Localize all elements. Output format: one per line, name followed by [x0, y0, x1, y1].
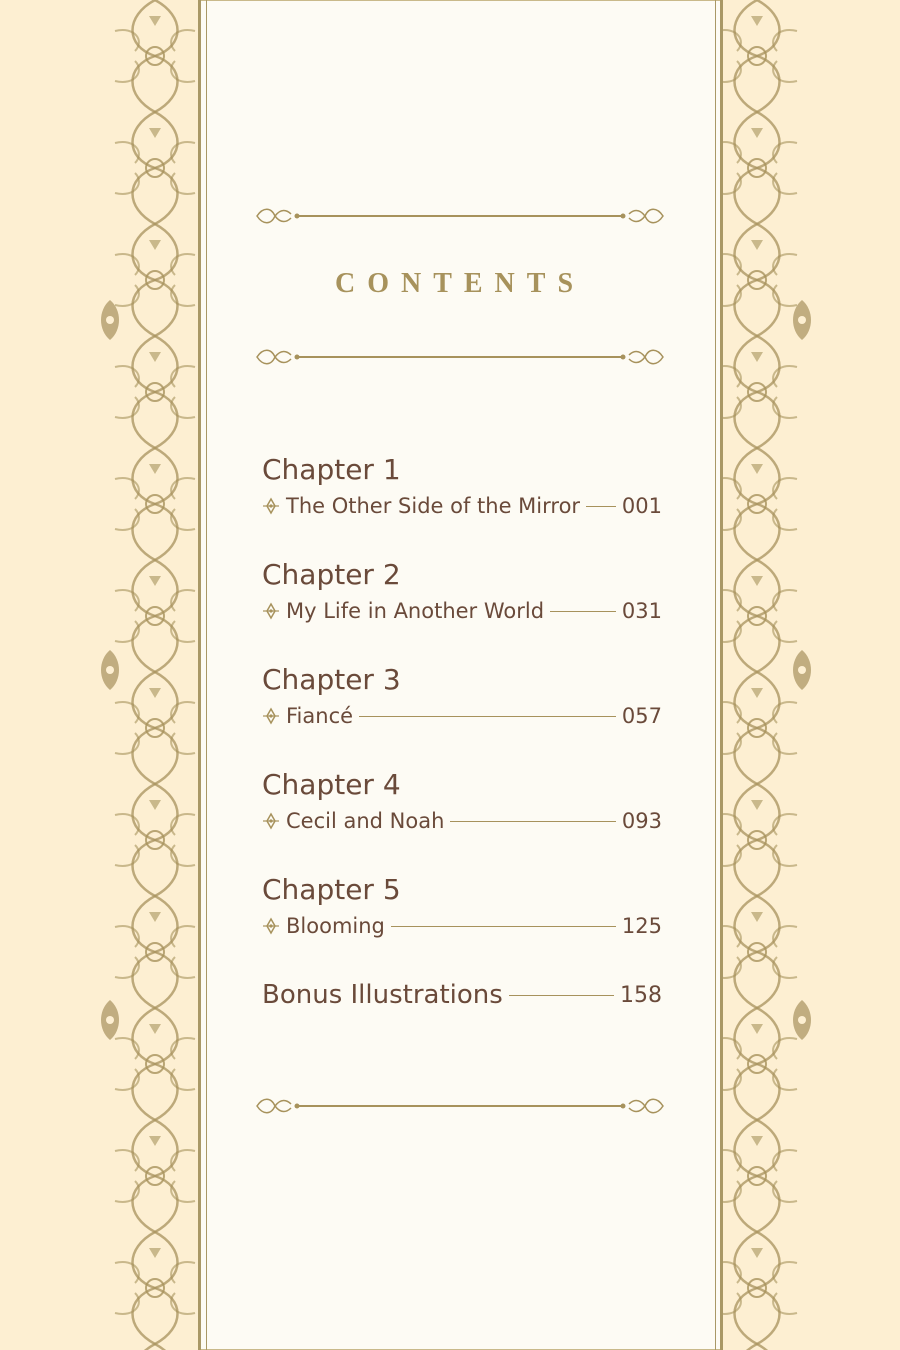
bottom-divider-ornament	[255, 1094, 665, 1118]
page-number: 001	[621, 494, 662, 518]
toc-entry[interactable]	[262, 555, 662, 660]
dotted-leader	[586, 506, 616, 507]
toc-entry[interactable]	[262, 450, 662, 555]
diamond-ornament-icon	[262, 812, 280, 830]
page-frame-line	[720, 0, 723, 1350]
dotted-leader	[359, 716, 616, 717]
bonus-label: Bonus Illustrations	[262, 980, 503, 1010]
chapter-title: My Life in Another World	[286, 599, 545, 623]
page-number: 125	[621, 914, 662, 938]
chapter-label: Chapter 5	[262, 873, 401, 906]
toc-entry[interactable]	[262, 660, 662, 765]
page-frame-line	[715, 0, 716, 1350]
page-number: 158	[620, 982, 662, 1008]
dotted-leader	[450, 821, 616, 822]
diamond-ornament-icon	[262, 917, 280, 935]
chapter-title: Fiancé	[286, 704, 354, 728]
diamond-ornament-icon	[262, 707, 280, 725]
page-number: 031	[621, 599, 662, 623]
chapter-label: Chapter 2	[262, 558, 401, 591]
dotted-leader	[550, 611, 616, 612]
toc-entry[interactable]	[262, 765, 662, 870]
chapter-title: The Other Side of the Mirror	[286, 494, 581, 518]
dotted-leader	[509, 995, 614, 996]
chapter-label: Chapter 4	[262, 768, 401, 801]
diamond-ornament-icon	[262, 602, 280, 620]
toc-entry-bonus[interactable]	[262, 975, 662, 1015]
contents-title: CONTENTS	[334, 268, 586, 299]
table-of-contents	[262, 450, 662, 1015]
diamond-ornament-icon	[262, 497, 280, 515]
toc-entry[interactable]	[262, 870, 662, 975]
page-number: 057	[621, 704, 662, 728]
chapter-title: Blooming	[286, 914, 385, 938]
chapter-label: Chapter 1	[262, 453, 401, 486]
page-number: 093	[621, 809, 662, 833]
title-divider-ornament	[255, 345, 665, 369]
dotted-leader	[391, 926, 616, 927]
page-frame-line	[198, 0, 201, 1350]
top-divider-ornament	[255, 204, 665, 228]
chapter-label: Chapter 3	[262, 663, 401, 696]
chapter-title: Cecil and Noah	[286, 809, 445, 833]
page-frame-line	[206, 0, 207, 1350]
